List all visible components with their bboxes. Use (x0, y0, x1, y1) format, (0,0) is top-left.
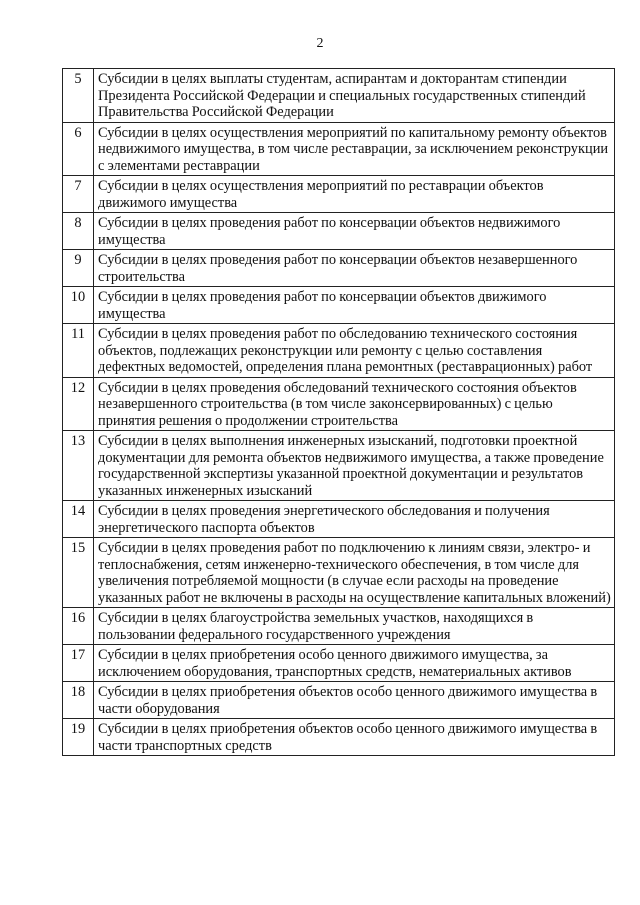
table-row (63, 501, 615, 538)
row-description: Субсидии в целях проведения работ по консервации объектов недвижимого имущества (94, 213, 615, 250)
row-description: Субсидии в целях выполнения инженерных изысканий, подготовки проектной документации для ремонта объектов недвижимого имущества, а также проведение государственной экспертизы указанной проектной документации и результатов указанных инженерных изысканий (94, 431, 615, 501)
row-description: Субсидии в целях благоустройства земельных участков, находящихся в пользовании федерального государственного учреждения (94, 608, 615, 645)
row-number: 17 (63, 645, 94, 682)
table-row (63, 377, 615, 431)
table-row (63, 176, 615, 213)
row-number: 18 (63, 682, 94, 719)
row-description: Субсидии в целях проведения энергетического обследования и получения энергетического паспорта объектов (94, 501, 615, 538)
row-description: Субсидии в целях проведения работ по обследованию технического состояния объектов, подлежащих реконструкции или ремонту с целью составления дефектных ведомостей, определения плана ремонтных (реставрационных) работ (94, 324, 615, 378)
table-row (63, 719, 615, 756)
row-number: 15 (63, 538, 94, 608)
table-row (63, 645, 615, 682)
row-number: 5 (63, 69, 94, 123)
table-row (63, 324, 615, 378)
table-row (63, 122, 615, 176)
row-number: 9 (63, 250, 94, 287)
row-description: Субсидии в целях приобретения объектов особо ценного движимого имущества в части транспортных средств (94, 719, 615, 756)
row-description: Субсидии в целях выплаты студентам, аспирантам и докторантам стипендии Президента Российской Федерации и специальных государственных стипендий Правительства Российской Федерации (94, 69, 615, 123)
row-description: Субсидии в целях проведения обследований технического состояния объектов незавершенного строительства (в том числе законсервированных) с целью принятия решения о продолжении строительства (94, 377, 615, 431)
row-description: Субсидии в целях приобретения особо ценного движимого имущества, за исключением оборудования, транспортных средств, нематериальных активов (94, 645, 615, 682)
table-row (63, 69, 615, 123)
page-number: 2 (316, 36, 324, 51)
table-row (63, 250, 615, 287)
row-number: 7 (63, 176, 94, 213)
table-row (63, 608, 615, 645)
table-row (63, 682, 615, 719)
table-row (63, 287, 615, 324)
subsidies-table-body (63, 69, 615, 756)
row-number: 14 (63, 501, 94, 538)
row-number: 6 (63, 122, 94, 176)
row-description: Субсидии в целях проведения работ по подключению к линиям связи, электро- и теплоснабжения, сетям инженерно-технического обеспечения, в том числе для увеличения потребляемой мощности (в случае если расходы на проведение указанных работ не включены в расходы на осуществление капитальных вложений) (94, 538, 615, 608)
row-number: 8 (63, 213, 94, 250)
row-description: Субсидии в целях осуществления мероприятий по реставрации объектов движимого имущества (94, 176, 615, 213)
row-description: Субсидии в целях проведения работ по консервации объектов движимого имущества (94, 287, 615, 324)
table-row (63, 213, 615, 250)
row-number: 10 (63, 287, 94, 324)
row-number: 11 (63, 324, 94, 378)
row-number: 19 (63, 719, 94, 756)
row-number: 16 (63, 608, 94, 645)
row-number: 13 (63, 431, 94, 501)
subsidies-table (62, 68, 615, 756)
table-row (63, 538, 615, 608)
row-description: Субсидии в целях проведения работ по консервации объектов незавершенного строительства (94, 250, 615, 287)
row-description: Субсидии в целях приобретения объектов особо ценного движимого имущества в части оборудования (94, 682, 615, 719)
table-row (63, 431, 615, 501)
row-number: 12 (63, 377, 94, 431)
row-description: Субсидии в целях осуществления мероприятий по капитальному ремонту объектов недвижимого имущества, в том числе реставрации, за исключением реконструкции с элементами реставрации (94, 122, 615, 176)
